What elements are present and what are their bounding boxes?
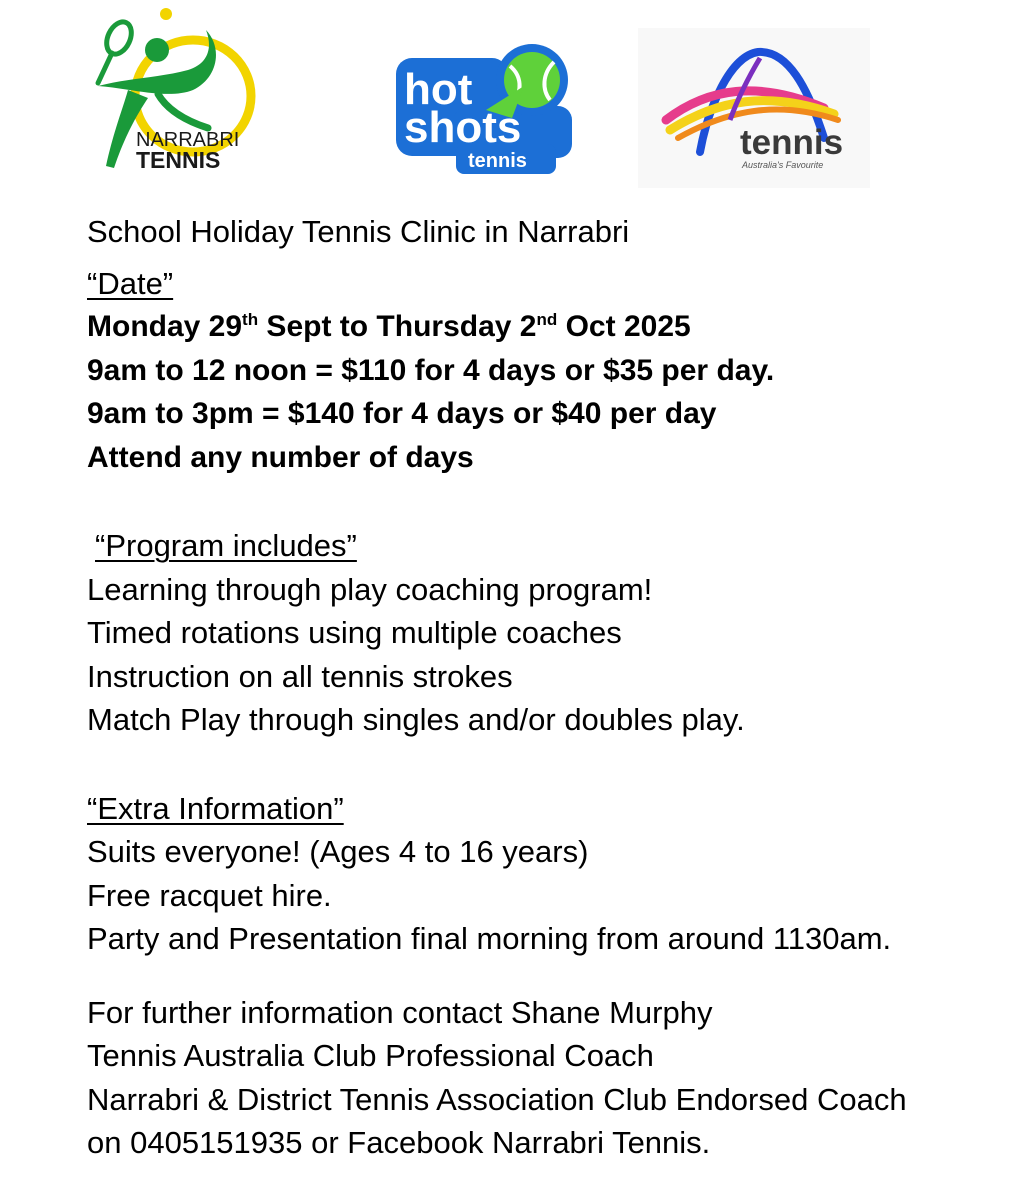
- svg-text:shots: shots: [404, 103, 522, 152]
- extra-info-label: “Extra Information”: [87, 790, 344, 826]
- list-item: Timed rotations using multiple coaches: [87, 615, 622, 650]
- list-item: Match Play through singles and/or doubles play.: [87, 702, 745, 737]
- contact-line: Tennis Australia Club Professional Coach: [87, 1038, 654, 1073]
- date-range: Monday 29th Sept to Thursday 2nd Oct 2025: [87, 310, 691, 343]
- hotshots-tennis-logo: [394, 36, 576, 176]
- svg-text:NARRABRI: NARRABRI: [136, 129, 240, 151]
- contact-line: Narrabri & District Tennis Association Club Endorsed Coach: [87, 1081, 907, 1117]
- flyer-body: [87, 210, 987, 1165]
- svg-text:tennis: tennis: [740, 123, 844, 162]
- list-item: Instruction on all tennis strokes: [87, 658, 513, 694]
- logo-bar: [0, 0, 1029, 200]
- program-label: “Program includes”: [95, 528, 357, 563]
- price-full-day: 9am to 3pm = $140 for 4 days or $40 per day: [87, 397, 717, 430]
- narrabri-tennis-logo: [88, 8, 258, 178]
- list-item: Free racquet hire.: [87, 877, 332, 913]
- svg-text:hot: hot: [404, 65, 473, 114]
- svg-text:Australia's Favourite: Australia's Favourite: [742, 160, 824, 170]
- date-label: “Date”: [87, 265, 174, 301]
- flyer-heading: School Holiday Tennis Clinic in Narrabri: [87, 214, 630, 249]
- list-item: Learning through play coaching program!: [87, 571, 653, 607]
- svg-text:tennis: tennis: [468, 150, 527, 172]
- attendance-note: Attend any number of days: [87, 440, 474, 474]
- price-morning: 9am to 12 noon = $110 for 4 days or $35 per day.: [87, 353, 775, 387]
- list-item: Suits everyone! (Ages 4 to 16 years): [87, 834, 589, 869]
- tennis-australia-logo: [638, 28, 870, 188]
- svg-text:TENNIS: TENNIS: [136, 147, 221, 173]
- contact-line: on 0405151935 or Facebook Narrabri Tennis.: [87, 1125, 711, 1160]
- list-item: Party and Presentation final morning from around 1130am.: [87, 921, 892, 956]
- contact-line: For further information contact Shane Murphy: [87, 994, 713, 1030]
